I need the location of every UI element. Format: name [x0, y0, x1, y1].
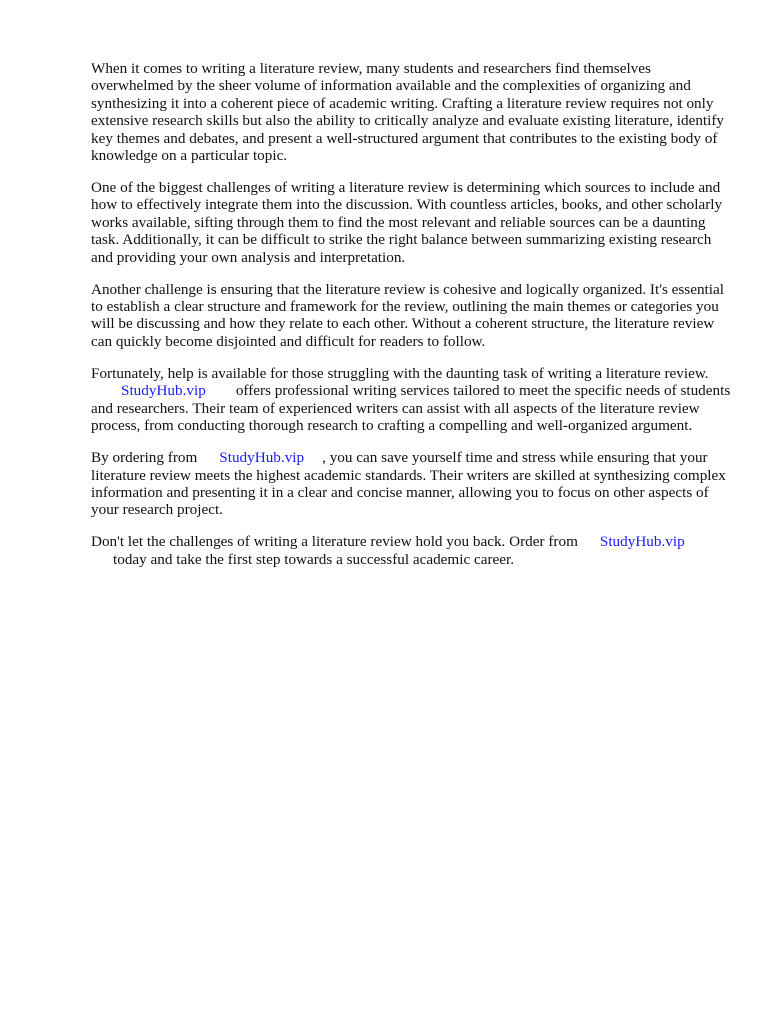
studyhub-link-3[interactable]: StudyHub.vip [599, 533, 685, 551]
paragraph-ordering-text-before: By ordering from [91, 449, 198, 467]
paragraph-ordering [91, 449, 731, 519]
paragraph-help-available-text-before: Fortunately, help is available for those struggling with the daunting task of writing a literature review. [91, 364, 709, 382]
paragraph-intro [91, 60, 731, 164]
paragraph-help-available [91, 365, 731, 435]
document-body [91, 60, 731, 583]
paragraph-sources-challenge-text: One of the biggest challenges of writing a literature review is determining which sources to include and how to effectively integrate them into the discussion. With countless articles, books, and other scholarly works available, sifting through them to find the most relevant and reliable sources can be a daunting task. Additionally, it can be difficult to strike the right balance between summarizing existing research and providing your own analysis and interpretation. [91, 179, 723, 266]
paragraph-ordering-text-after: , you can save yourself time and stress while ensuring that your literature review meets the highest academic standards. Their writers are skilled at synthesizing complex information and presenting it in a clear and concise manner, allowing you to focus on other aspects of your research project. [91, 449, 726, 519]
studyhub-link-1[interactable]: StudyHub.vip [121, 382, 206, 400]
paragraph-intro-text: When it comes to writing a literature review, many students and researchers find themselves overwhelmed by the sheer volume of information available and the complexities of organizing and synthesizing it into a coherent piece of academic writing. Crafting a literature review requires not only extensive research skills but also the ability to critically analyze and evaluate existing literature, identify key themes and debates, and present a well-structured argument that contributes to the existing body of knowledge on a particular topic. [91, 60, 725, 165]
paragraph-help-available-text-after: offers professional writing services tailored to meet the specific needs of students and researchers. Their team of experienced writers can assist with all aspects of the literature review process, from conducting thorough research to crafting a compelling and well-organized argument. [91, 382, 731, 435]
paragraph-call-to-action-text-after: today and take the first step towards a successful academic career. [113, 550, 515, 568]
paragraph-structure-challenge [91, 281, 731, 351]
paragraph-call-to-action [91, 533, 731, 568]
paragraph-call-to-action-text-before: Don't let the challenges of writing a literature review hold you back. Order from [91, 533, 578, 551]
paragraph-structure-challenge-text: Another challenge is ensuring that the literature review is cohesive and logically organized. It's essential to establish a clear structure and framework for the review, outlining the main themes or categories you will be discussing and how they relate to each other. Without a coherent structure, the literature review can quickly become disjointed and difficult for readers to follow. [91, 280, 724, 350]
paragraph-sources-challenge [91, 179, 731, 266]
studyhub-link-2[interactable]: StudyHub.vip [219, 449, 305, 467]
